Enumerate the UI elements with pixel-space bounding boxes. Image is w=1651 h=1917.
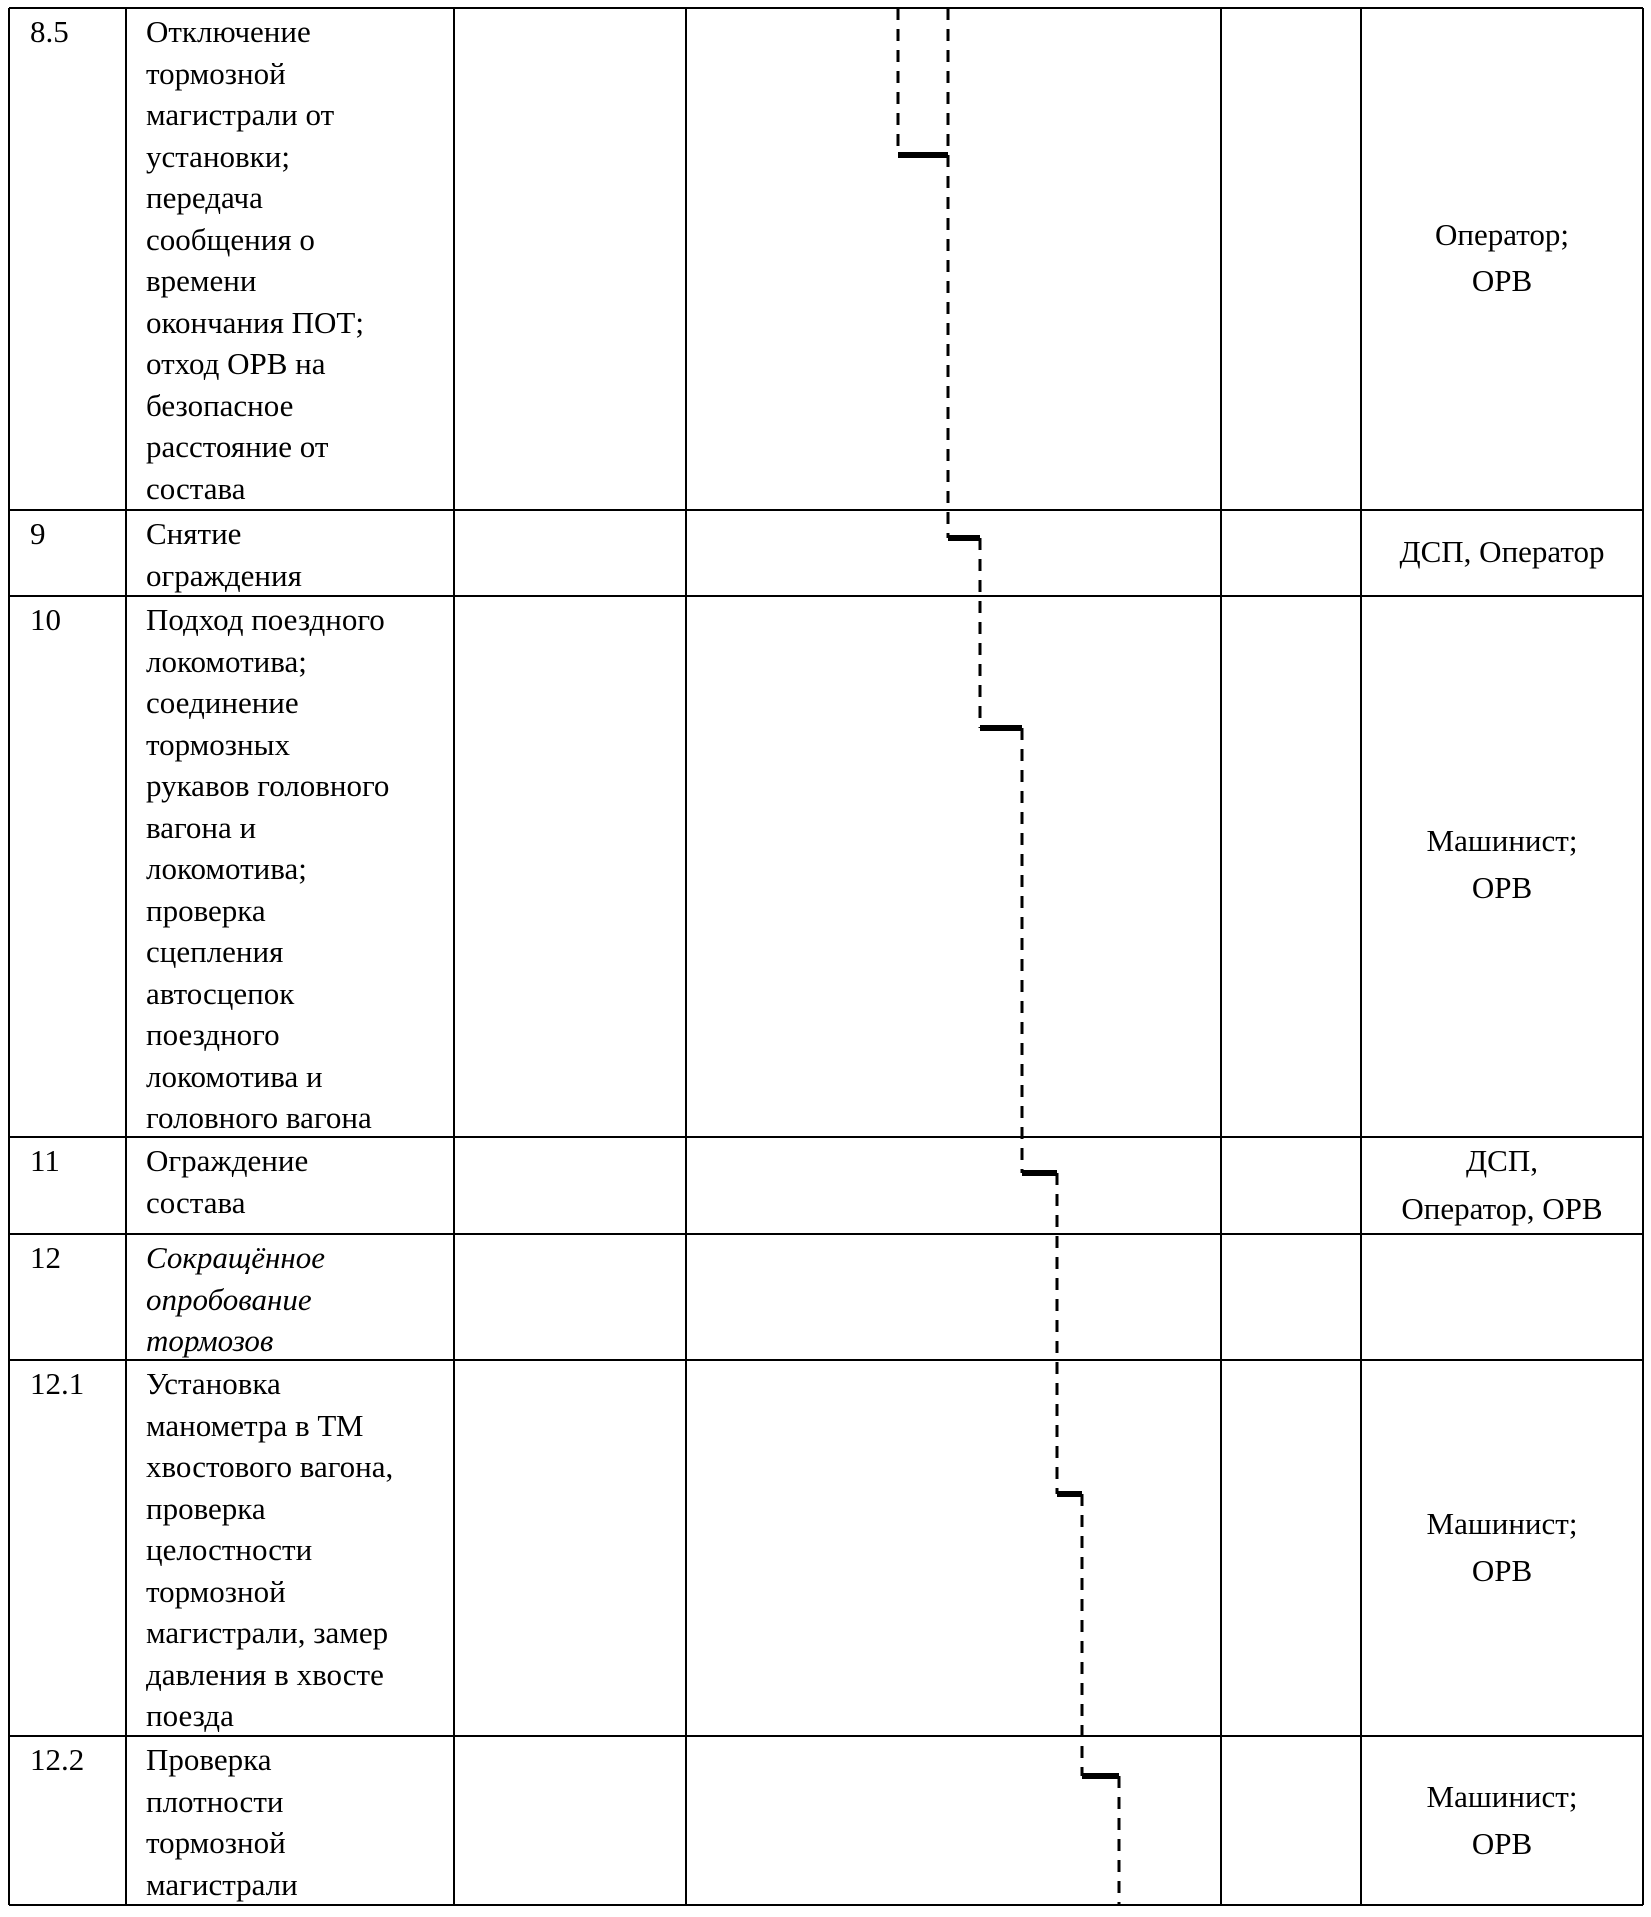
operation-line: тормозов bbox=[146, 1323, 274, 1358]
operation-line: передача bbox=[146, 180, 263, 215]
operation-line: манометра в ТМ bbox=[146, 1407, 364, 1443]
operation-line: тормозных bbox=[146, 726, 290, 762]
operation-line: тормозной bbox=[146, 55, 286, 91]
operation-line: плотности bbox=[146, 1783, 284, 1819]
operation-line: целостности bbox=[146, 1532, 313, 1567]
row-number: 12.2 bbox=[30, 1742, 85, 1777]
operation-line: Проверка bbox=[146, 1742, 272, 1777]
operation-line: магистрали, замер bbox=[146, 1615, 389, 1650]
operation-line: поезда bbox=[146, 1698, 234, 1733]
operation-line: Снятие bbox=[146, 516, 242, 551]
performer-text: ДСП, Оператор bbox=[1399, 533, 1605, 569]
row-number: 9 bbox=[30, 516, 46, 551]
operation-line: Установка bbox=[146, 1366, 281, 1401]
operation-line: магистрали bbox=[146, 1866, 298, 1902]
operation-line: локомотива; bbox=[146, 643, 307, 679]
operation-line: сообщения о bbox=[146, 221, 315, 257]
operation-line: Сокращённое bbox=[146, 1240, 326, 1275]
performer-text: ОРВ bbox=[1471, 1825, 1533, 1861]
operation-line: Ограждение bbox=[146, 1143, 309, 1178]
performer-text: Машинист; bbox=[1426, 1505, 1578, 1541]
row-number: 12 bbox=[30, 1240, 61, 1275]
operation-line: Отключение bbox=[146, 14, 311, 49]
performer-text: Оператор; bbox=[1435, 216, 1569, 252]
operation-line: опробование bbox=[146, 1281, 312, 1317]
performer-text: ОРВ bbox=[1471, 1552, 1533, 1588]
operation-line: безопасное bbox=[146, 387, 294, 423]
operation-line: локомотива и bbox=[146, 1058, 323, 1094]
operation-line: головного вагона bbox=[146, 1100, 372, 1135]
performer-text: ОРВ bbox=[1471, 262, 1533, 298]
operation-line: локомотива; bbox=[146, 851, 307, 886]
operation-line: соединение bbox=[146, 685, 299, 720]
operation-line: проверка bbox=[146, 892, 266, 928]
operation-line: состава bbox=[146, 1184, 246, 1220]
performer-text: Оператор, ОРВ bbox=[1401, 1190, 1603, 1226]
row-number: 10 bbox=[30, 602, 61, 637]
operation-line: отход ОРВ на bbox=[146, 346, 326, 381]
operation-line: тормозной bbox=[146, 1825, 286, 1860]
operation-line: проверка bbox=[146, 1490, 266, 1526]
operation-line: ограждения bbox=[146, 557, 302, 593]
operation-text bbox=[146, 1739, 298, 1905]
operation-text bbox=[146, 11, 364, 509]
operation-line: рукавов головного bbox=[146, 768, 390, 803]
row-number: 8.5 bbox=[30, 14, 69, 49]
performer-text: ОРВ bbox=[1471, 869, 1533, 905]
operation-line: хвостового вагона, bbox=[146, 1449, 394, 1484]
operation-line: сцепления bbox=[146, 934, 284, 969]
operation-line: расстояние от bbox=[146, 429, 329, 464]
operation-line: состава bbox=[146, 470, 246, 506]
operation-text bbox=[146, 1140, 308, 1223]
operation-line: тормозной bbox=[146, 1573, 286, 1609]
operation-text bbox=[146, 513, 302, 596]
operation-line: окончания ПОТ; bbox=[146, 304, 364, 340]
operation-line: поездного bbox=[146, 1017, 280, 1052]
operation-text bbox=[146, 1363, 393, 1737]
operation-text bbox=[146, 599, 389, 1139]
operation-line: Подход поездного bbox=[146, 602, 385, 637]
row-number: 11 bbox=[30, 1143, 60, 1178]
operation-line: автосцепок bbox=[146, 975, 295, 1011]
operation-line: магистрали от bbox=[146, 97, 335, 132]
operation-text bbox=[146, 1237, 325, 1362]
operation-line: давления в хвосте bbox=[146, 1656, 384, 1692]
performer-text: ДСП, bbox=[1466, 1142, 1538, 1178]
operation-line: времени bbox=[146, 263, 257, 298]
operation-line: вагона и bbox=[146, 809, 257, 845]
row-number: 12.1 bbox=[30, 1366, 85, 1401]
performer-text: Машинист; bbox=[1426, 822, 1578, 858]
operation-line: установки; bbox=[146, 138, 290, 174]
performer-text: Машинист; bbox=[1426, 1778, 1578, 1814]
